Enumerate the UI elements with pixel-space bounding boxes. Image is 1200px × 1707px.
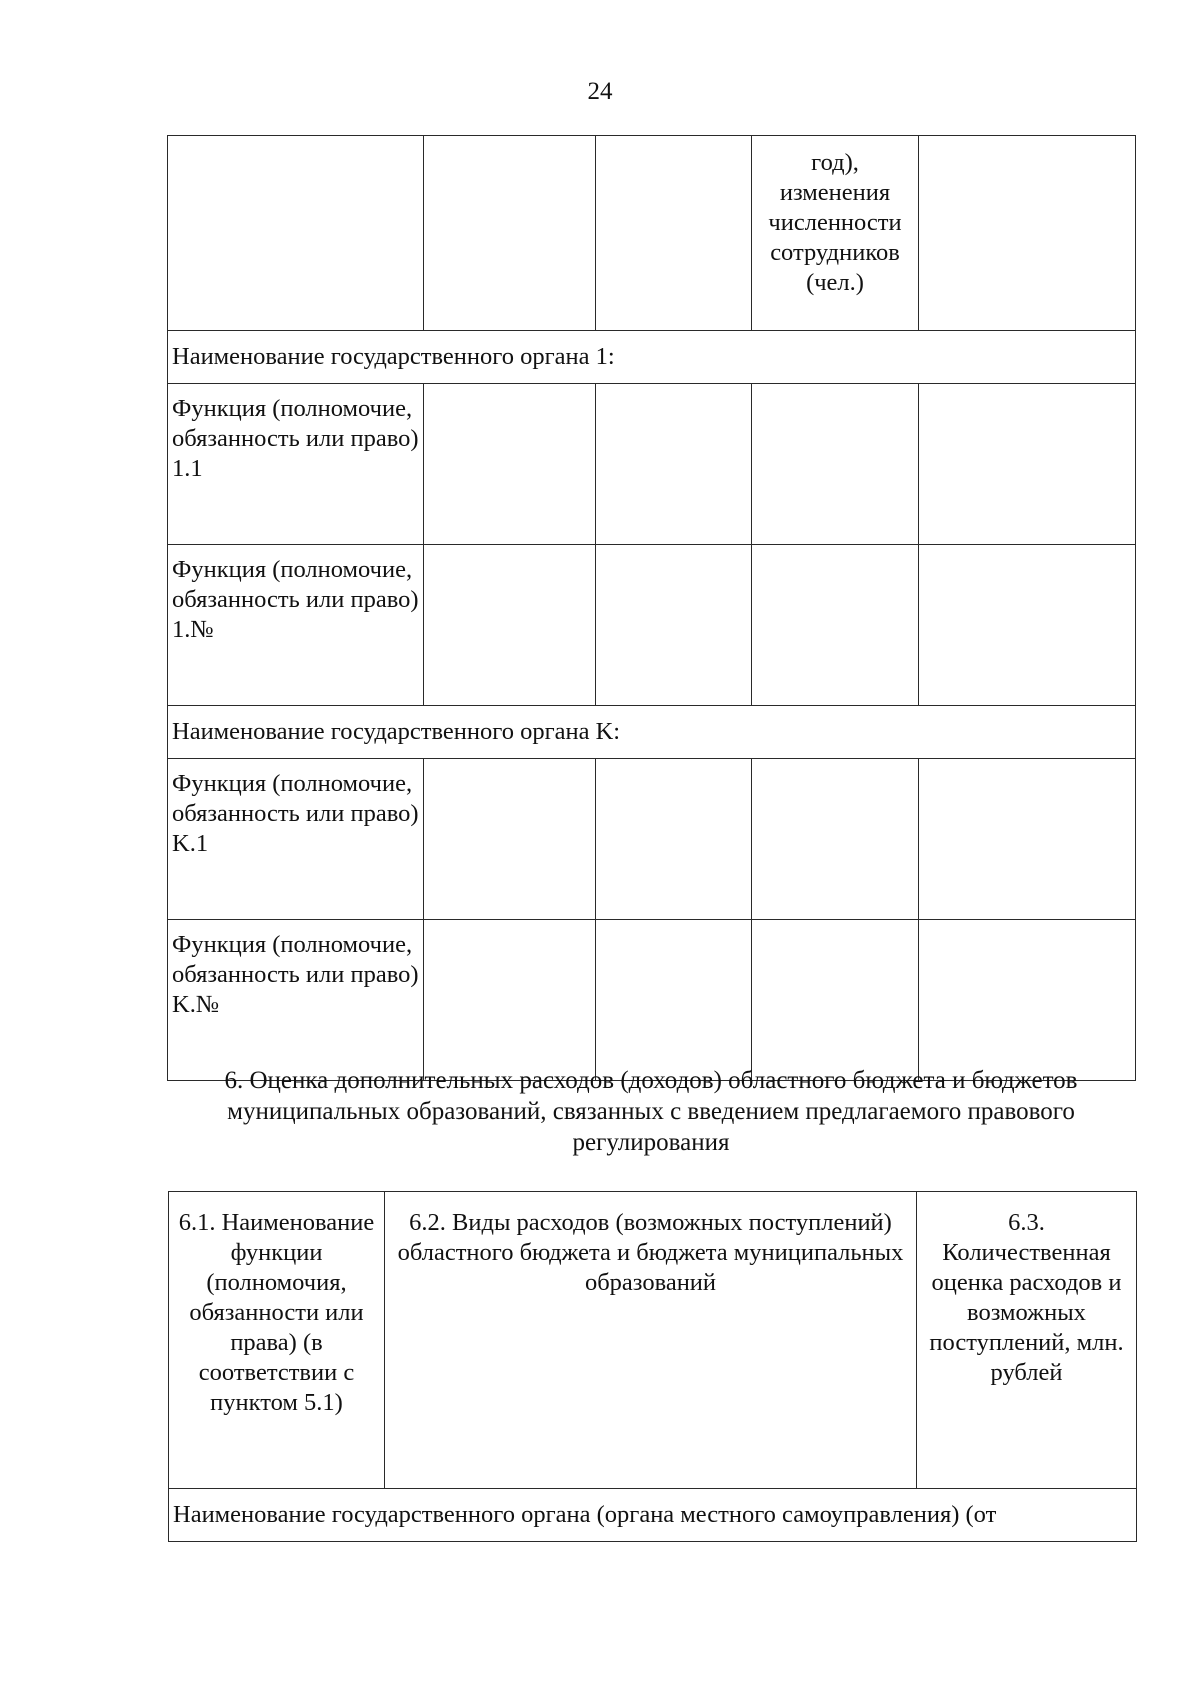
- org-row: [169, 1489, 1137, 1542]
- header-cell-empty: [919, 136, 1136, 331]
- table-cell: [919, 545, 1136, 706]
- table-header-row: [169, 1192, 1137, 1489]
- function-row: [168, 759, 1136, 920]
- function-name-cell: Функция (полномочие, обязанность или право) K.1: [168, 759, 424, 920]
- page-number: 24: [587, 78, 613, 105]
- table-cell: [596, 545, 752, 706]
- function-name-cell: Функция (полномочие, обязанность или право) 1.1: [168, 384, 424, 545]
- function-name-cell: Функция (полномочие, обязанность или право) 1.№: [168, 545, 424, 706]
- header-cell-expense-types: 6.2. Виды расходов (возможных поступлений) областного бюджета и бюджета муниципальных образований: [385, 1192, 917, 1489]
- header-cell-empty: [596, 136, 752, 331]
- org-row: [168, 331, 1136, 384]
- table-cell: [752, 384, 919, 545]
- section-6-heading: 6. Оценка дополнительных расходов (доходов) областного бюджета и бюджетов муниципальных образований, связанных с введением предлагаемого правового регулирования: [224, 1067, 1078, 1156]
- table-cell: [752, 759, 919, 920]
- function-row: [168, 545, 1136, 706]
- table-cell: [424, 545, 596, 706]
- table-cell: [424, 759, 596, 920]
- function-row: [168, 384, 1136, 545]
- header-cell-function-name: 6.1. Наименование функции (полномочия, обязанности или права) (в соответствии с пунктом 5.1): [169, 1192, 385, 1489]
- table-cell: [596, 920, 752, 1081]
- table-cell: [596, 384, 752, 545]
- budget-table: [168, 1191, 1137, 1542]
- header-cell-quantitative-estimate: 6.3. Количественная оценка расходов и возможных поступлений, млн. рублей: [917, 1192, 1137, 1489]
- header-cell-empty: [424, 136, 596, 331]
- functions-table: [167, 135, 1136, 1081]
- table-cell: [424, 384, 596, 545]
- table-cell: [919, 384, 1136, 545]
- table-cell: [424, 920, 596, 1081]
- header-cell-staff-change: год), изменения численности сотрудников (чел.): [752, 136, 919, 331]
- org-name-cell: Наименование государственного органа (органа местного самоуправления) (от: [169, 1489, 1137, 1542]
- org-name-cell: Наименование государственного органа 1:: [168, 331, 1136, 384]
- table-cell: [919, 920, 1136, 1081]
- table-cell: [919, 759, 1136, 920]
- table-header-row: [168, 136, 1136, 331]
- org-row: [168, 706, 1136, 759]
- header-cell-empty: [168, 136, 424, 331]
- function-row: [168, 920, 1136, 1081]
- table-cell: [752, 545, 919, 706]
- table-cell: [752, 920, 919, 1081]
- table-cell: [596, 759, 752, 920]
- org-name-cell: Наименование государственного органа K:: [168, 706, 1136, 759]
- function-name-cell: Функция (полномочие, обязанность или право) K.№: [168, 920, 424, 1081]
